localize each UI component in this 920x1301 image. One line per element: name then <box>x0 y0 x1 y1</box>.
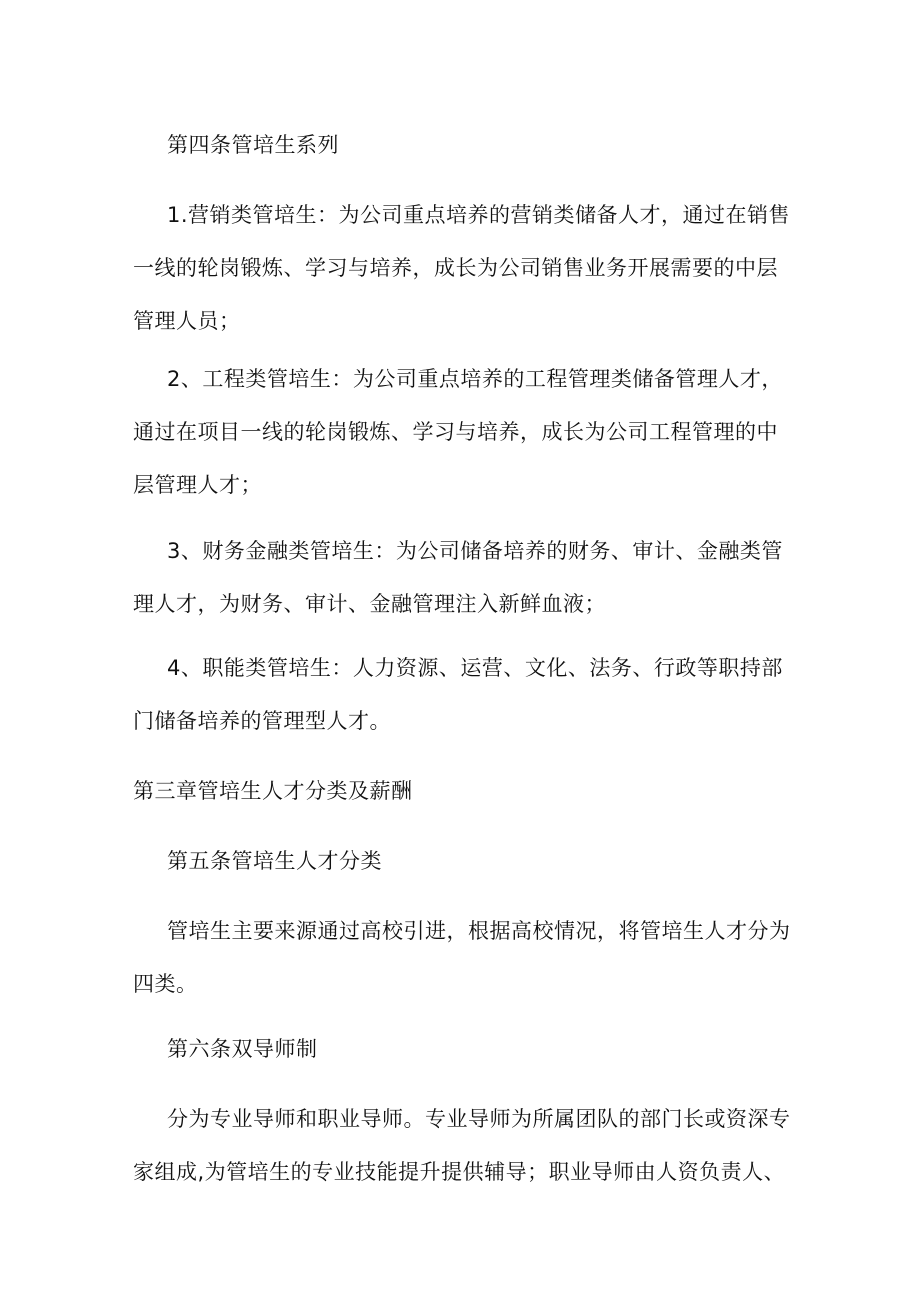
paragraph-dual-mentor: 分为专业导师和职业导师。专业导师为所属团队的部门长或资深专家组成,为管培生的专业技能提升提供辅导；职业导师由人资负责人、 <box>133 1107 791 1184</box>
paragraph-functional-trainee: 4、职能类管培生：人力资源、运营、文化、法务、行政等职持部门储备培养的管理型人才。 <box>133 656 783 733</box>
paragraph-trainee-source: 管培生主要来源通过高校引进，根据高校情况，将管培生人才分为四类。 <box>133 919 791 996</box>
paragraph-engineering-trainee: 2、工程类管培生：为公司重点培养的工程管理类储备管理人才，通过在项目一线的轮岗锻炼、学习与培养，成长为公司工程管理的中层管理人才； <box>133 367 783 497</box>
paragraph-marketing-trainee: 1.营销类管培生：为公司重点培养的营销类储备人才，通过在销售一线的轮岗锻炼、学习与培养，成长为公司销售业务开展需要的中层管理人员； <box>133 203 791 333</box>
article-4-heading: 第四条管培生系列 <box>167 133 339 157</box>
article-5-heading: 第五条管培生人才分类 <box>167 849 382 873</box>
paragraph-finance-trainee: 3、财务金融类管培生：为公司储备培养的财务、审计、金融类管理人才，为财务、审计、金融管理注入新鲜血液； <box>133 539 783 616</box>
chapter-3-heading: 第三章管培生人才分类及薪酬 <box>133 779 413 803</box>
article-6-heading: 第六条双导师制 <box>167 1037 318 1061</box>
